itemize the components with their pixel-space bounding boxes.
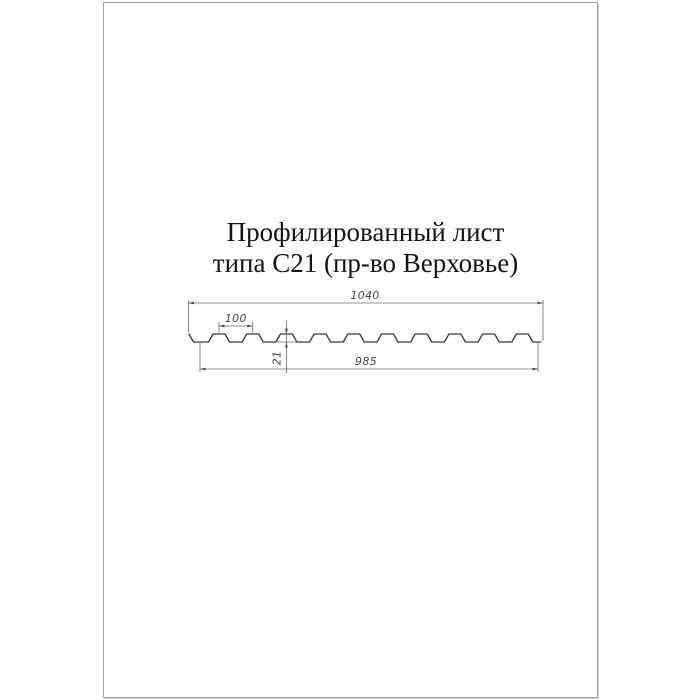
dim-arrow-up-icon [285,329,288,335]
document-page [103,2,598,698]
sheet-profile-outline [189,334,541,342]
dim-profile-height [271,321,298,373]
page-title [118,217,613,279]
title-line-2: типа С21 (пр-во Верховье) [212,248,519,278]
dim-arrow-right-icon [538,302,544,305]
dim-arrow-left-icon [189,302,195,305]
dim-arrow-left-icon [200,368,206,371]
profile-drawing [104,276,599,388]
dim-label-overall-width: 1040 [350,289,380,302]
dim-arrow-right-icon [533,368,539,371]
dim-label-rib-pitch: 100 [224,312,247,325]
dim-label-useful-width: 985 [355,355,377,368]
dim-rib-pitch [219,312,253,333]
dim-label-profile-height: 21 [270,350,284,366]
title-line-1: Профилированный лист [226,217,505,247]
dim-arrow-down-icon [285,342,288,348]
dim-useful-width [200,343,538,372]
dim-arrow-left-icon [219,325,225,328]
dim-arrow-right-icon [247,325,253,328]
